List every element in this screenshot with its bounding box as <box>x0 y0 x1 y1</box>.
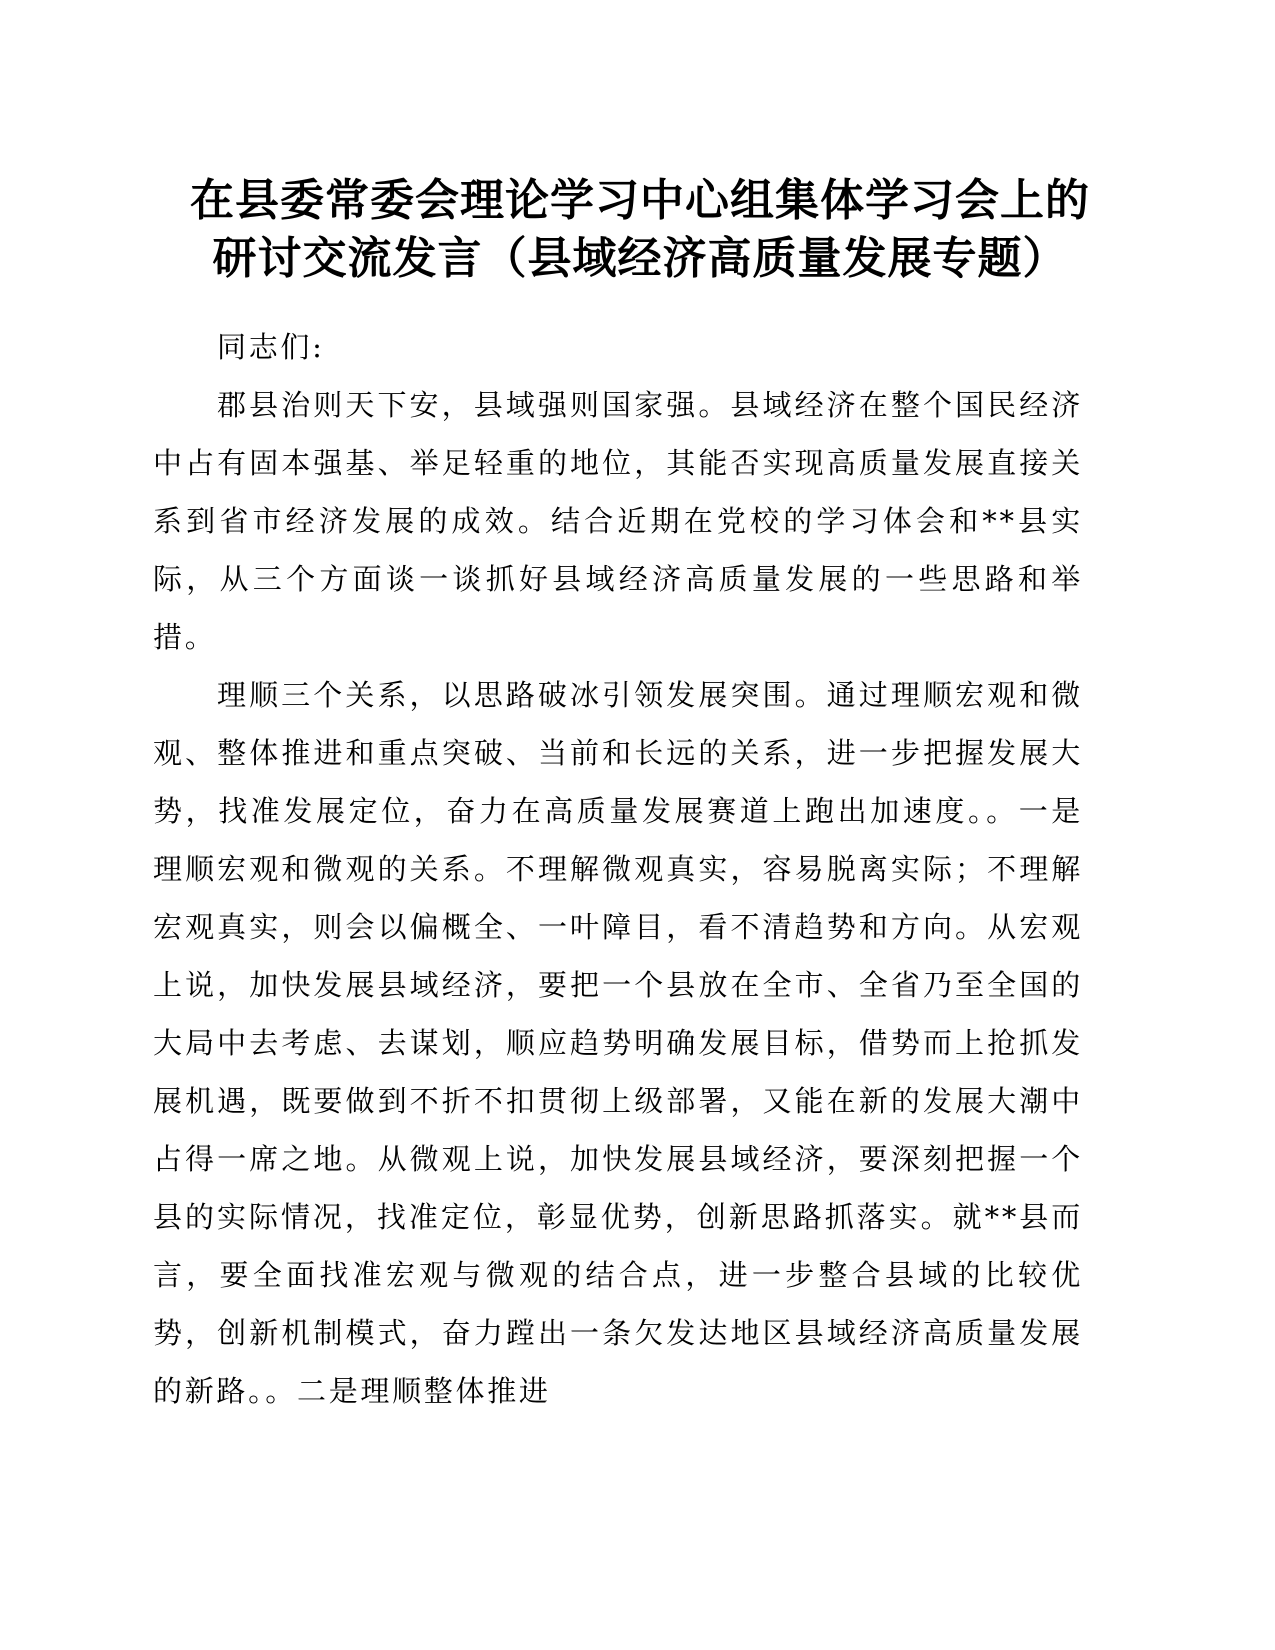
title-line-2: 研讨交流发言（县域经济高质量发展专题） <box>212 233 1068 284</box>
document-title <box>150 172 1130 288</box>
title-line-1: 在县委常委会理论学习中心组集体学习会上的 <box>190 175 1090 226</box>
paragraph-relations: 理顺三个关系，以思路破冰引领发展突围。通过理顺宏观和微观、整体推进和重点突破、当前和长远的关系，进一步把握发展大势，找准发展定位，奋力在高质量发展赛道上跑出加速度。。一是理顺宏观和微观的关系。不理解微观真实，容易脱离实际；不理解宏观真实，则会以偏概全、一叶障目，看不清趋势和方向。从宏观上说，加快发展县域经济，要把一个县放在全市、全省乃至全国的大局中去考虑、去谋划，顺应趋势明确发展目标，借势而上抢抓发展机遇，既要做到不折不扣贯彻上级部署，又能在新的发展大潮中占得一席之地。从微观上说，加快发展县域经济，要深刻把握一个县的实际情况，找准定位，彰显优势，创新思路抓落实。就**县而言，要全面找准宏观与微观的结合点，进一步整合县域的比较优势，创新机制模式，奋力蹚出一条欠发达地区县域经济高质量发展的新路。。二是理顺整体推进 <box>153 678 1083 1408</box>
salutation: 同志们: <box>217 330 325 364</box>
document-body <box>153 318 1083 1420</box>
paragraph-intro: 郡县治则天下安，县域强则国家强。县域经济在整个国民经济中占有固本强基、举足轻重的地位，其能否实现高质量发展直接关系到省市经济发展的成效。结合近期在党校的学习体会和**县实际，从三个方面谈一谈抓好县域经济高质量发展的一些思路和举措。 <box>153 388 1083 654</box>
